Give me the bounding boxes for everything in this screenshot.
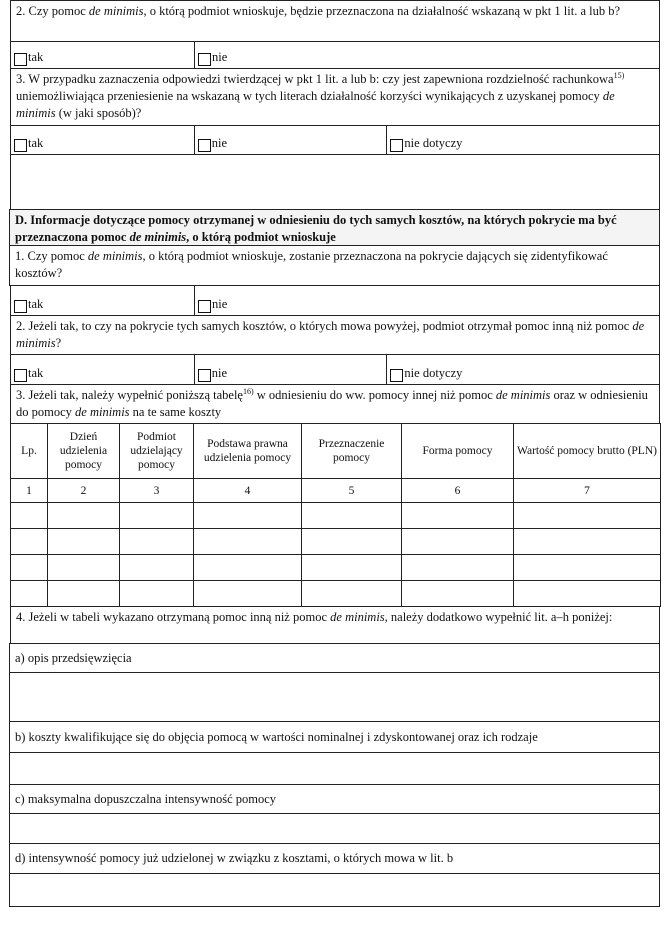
- column-header: Podmiot udzielający pomocy: [120, 424, 194, 479]
- option-not-applicable[interactable]: nie dotyczy: [386, 125, 660, 155]
- table-cell[interactable]: [194, 503, 302, 529]
- option-yes[interactable]: tak: [10, 354, 195, 385]
- table-row: [11, 503, 661, 529]
- column-header: Dzień udzielenia pomocy: [48, 424, 120, 479]
- column-header: Lp.: [11, 424, 48, 479]
- column-number-row: [11, 479, 661, 503]
- table-cell[interactable]: [11, 555, 48, 581]
- question-d4: 4. Jeżeli w tabeli wykazano otrzymaną pomoc inną niż pomoc de minimis, należy dodatkowo wypełnić lit. a–h poniżej:: [10, 606, 660, 644]
- table-cell[interactable]: [514, 529, 661, 555]
- column-number: 4: [194, 479, 302, 503]
- question-3: 3. W przypadku zaznaczenia odpowiedzi twierdzącej w pkt 1 lit. a lub b: czy jest zapewniona rozdzielność rachunkowa$^{15)}$ uniemożliwiająca przeniesienie na wskazaną w tych literach działalność korzyści wynikających z uzyskanej pomocy de minimis (w jaki sposób)?: [10, 68, 660, 126]
- column-header: Wartość pomocy brutto (PLN): [514, 424, 661, 479]
- option-yes[interactable]: tak: [10, 125, 195, 155]
- question-3-answer-field[interactable]: [10, 154, 660, 210]
- checkbox-icon[interactable]: [198, 369, 211, 382]
- subquestion-d-answer-field[interactable]: [9, 873, 660, 907]
- form-page: [10, 0, 660, 907]
- question-2-options: [10, 42, 660, 69]
- table-cell[interactable]: [402, 581, 514, 607]
- table-cell[interactable]: [194, 529, 302, 555]
- table-cell[interactable]: [402, 529, 514, 555]
- table-cell[interactable]: [120, 529, 194, 555]
- subquestion-a-answer-field[interactable]: [9, 672, 660, 722]
- option-no[interactable]: nie: [194, 125, 388, 155]
- table-cell[interactable]: [194, 581, 302, 607]
- table-cell[interactable]: [11, 581, 48, 607]
- table-cell[interactable]: [194, 555, 302, 581]
- table-header-row: [11, 424, 661, 479]
- subquestion-a: a) opis przedsięwzięcia: [9, 643, 660, 673]
- subquestion-d: d) intensywność pomocy już udzielonej w związku z kosztami, o których mowa w lit. b: [9, 843, 660, 874]
- column-header: Podstawa prawna udzielenia pomocy: [194, 424, 302, 479]
- option-yes[interactable]: tak: [10, 41, 195, 69]
- checkbox-icon[interactable]: [390, 369, 403, 382]
- column-number: 7: [514, 479, 661, 503]
- table-cell[interactable]: [11, 529, 48, 555]
- option-yes[interactable]: tak: [10, 285, 195, 316]
- question-3-options: [10, 126, 660, 155]
- table-row: [11, 581, 661, 607]
- checkbox-icon[interactable]: [198, 139, 211, 152]
- checkbox-icon[interactable]: [390, 139, 403, 152]
- question-d3: 3. Jeżeli tak, należy wypełnić poniższą tabelę$^{16)}$ w odniesieniu do ww. pomocy innej niż pomoc de minimis oraz w odniesieniu do pomocy de minimis na te same koszty: [10, 384, 660, 424]
- table-cell[interactable]: [514, 555, 661, 581]
- table-cell[interactable]: [402, 555, 514, 581]
- column-number: 5: [302, 479, 402, 503]
- table-cell[interactable]: [514, 503, 661, 529]
- checkbox-icon[interactable]: [198, 53, 211, 66]
- table-cell[interactable]: [48, 555, 120, 581]
- checkbox-icon[interactable]: [14, 369, 27, 382]
- table-cell[interactable]: [120, 581, 194, 607]
- option-not-applicable[interactable]: nie dotyczy: [386, 354, 660, 385]
- table-cell[interactable]: [120, 503, 194, 529]
- table-cell[interactable]: [302, 503, 402, 529]
- table-row: [11, 529, 661, 555]
- question-d1-options: [10, 286, 660, 316]
- table-cell[interactable]: [48, 529, 120, 555]
- subquestion-b-answer-field[interactable]: [9, 752, 660, 785]
- column-number: 6: [402, 479, 514, 503]
- table-cell[interactable]: [402, 503, 514, 529]
- table-cell[interactable]: [302, 529, 402, 555]
- table-cell[interactable]: [514, 581, 661, 607]
- checkbox-icon[interactable]: [198, 300, 211, 313]
- subquestion-c-answer-field[interactable]: [9, 813, 660, 844]
- column-header: Forma pomocy: [402, 424, 514, 479]
- checkbox-icon[interactable]: [14, 300, 27, 313]
- table-cell[interactable]: [48, 503, 120, 529]
- option-no[interactable]: nie: [194, 354, 388, 385]
- table-cell[interactable]: [302, 555, 402, 581]
- checkbox-icon[interactable]: [14, 53, 27, 66]
- table-cell[interactable]: [302, 581, 402, 607]
- question-d2: 2. Jeżeli tak, to czy na pokrycie tych samych kosztów, o których mowa powyżej, podmiot otrzymał pomoc inną niż pomoc de minimis?: [10, 315, 660, 355]
- subquestion-b: b) koszty kwalifikujące się do objęcia pomocą w wartości nominalnej i zdyskontowanej oraz ich rodzaje: [9, 721, 660, 753]
- subquestion-c: c) maksymalna dopuszczalna intensywność pomocy: [9, 784, 660, 814]
- question-2: 2. Czy pomoc de minimis, o którą podmiot wnioskuje, będzie przeznaczona na działalność wskazaną w pkt 1 lit. a lub b?: [10, 0, 660, 42]
- column-header: Przeznaczenie pomocy: [302, 424, 402, 479]
- question-d1: 1. Czy pomoc de minimis, o którą podmiot wnioskuje, zostanie przeznaczona na pokrycie dających się zidentyfikować kosztów?: [9, 245, 660, 286]
- table-cell[interactable]: [120, 555, 194, 581]
- column-number: 1: [11, 479, 48, 503]
- checkbox-icon[interactable]: [14, 139, 27, 152]
- option-no[interactable]: nie: [194, 285, 660, 316]
- column-number: 2: [48, 479, 120, 503]
- section-d-heading: D. Informacje dotyczące pomocy otrzymanej w odniesieniu do tych samych kosztów, na których pokrycie ma być przeznaczona pomoc de minimis, o którą podmiot wnioskuje: [9, 209, 660, 246]
- table-cell[interactable]: [11, 503, 48, 529]
- option-no[interactable]: nie: [194, 41, 660, 69]
- table-cell[interactable]: [48, 581, 120, 607]
- aid-table: [10, 423, 661, 607]
- question-d2-options: [10, 355, 660, 385]
- table-row: [11, 555, 661, 581]
- column-number: 3: [120, 479, 194, 503]
